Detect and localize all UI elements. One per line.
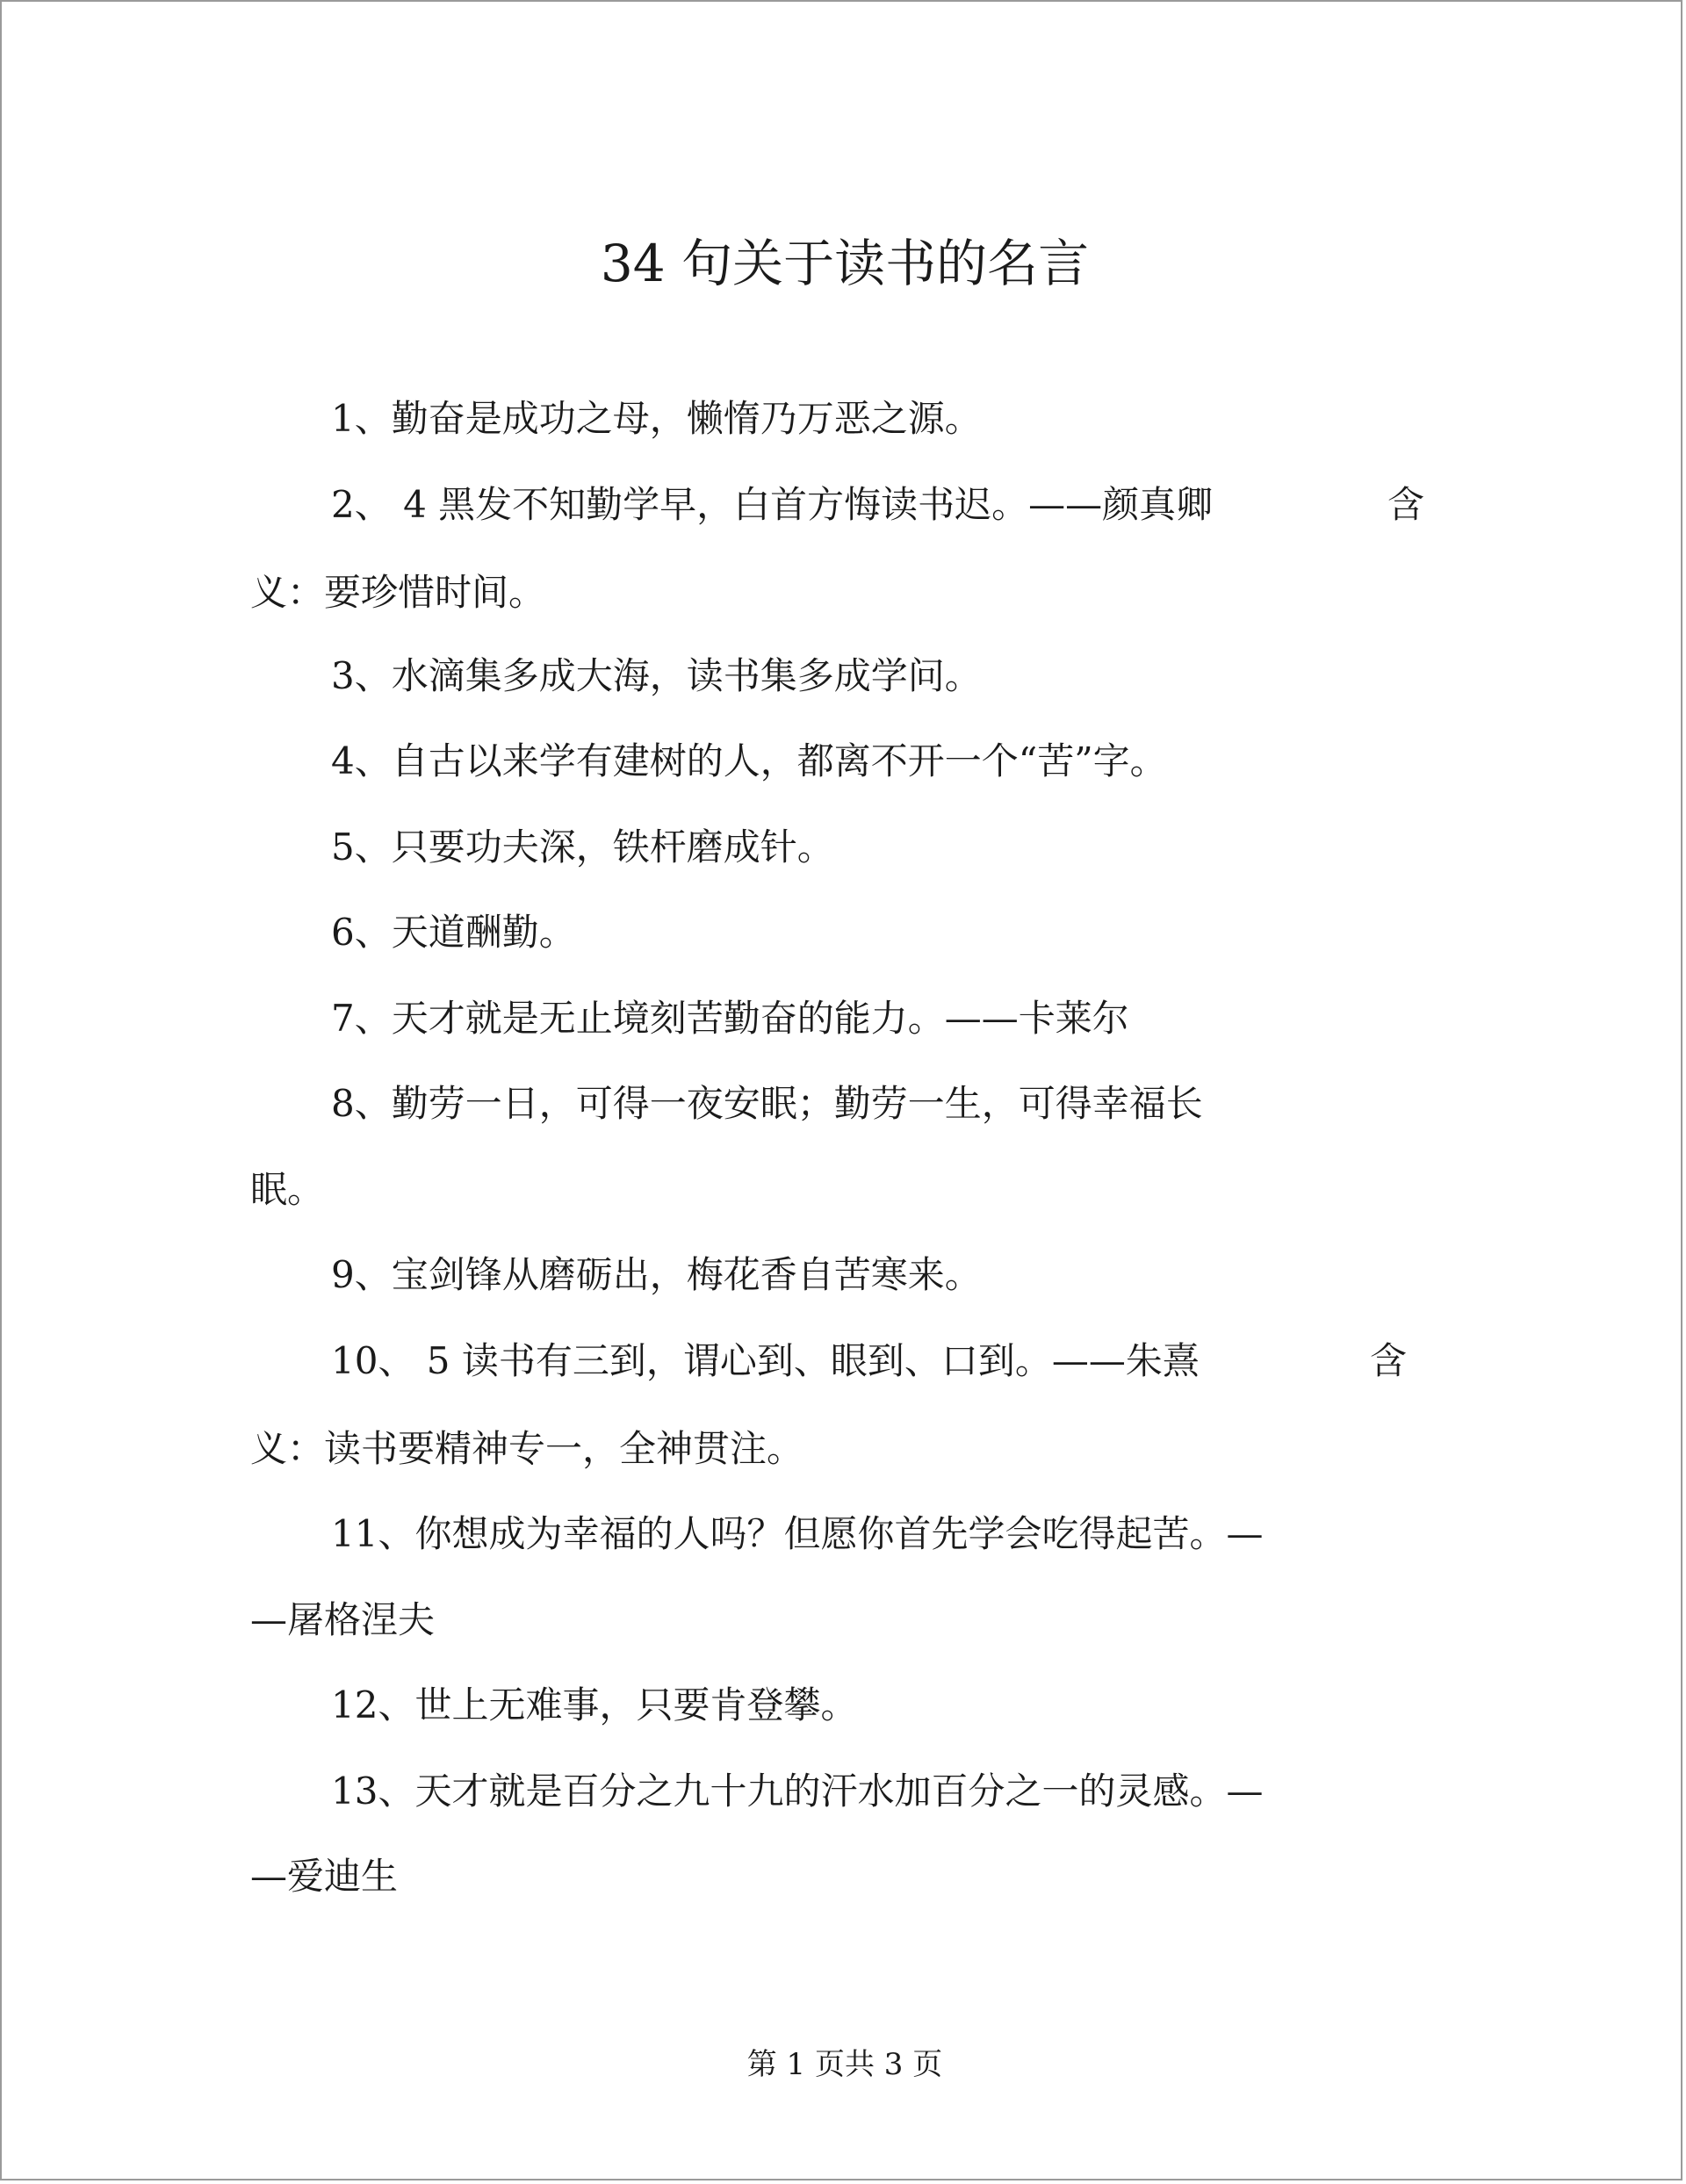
quote-line-6: 6、天道酬勤。 [331,911,576,954]
quote-line-10: 10、 5 读书有三到，谓心到、眼到、口到。——朱熹 [331,1339,1200,1382]
quote-line-2-tail: 含 [1387,483,1425,526]
page-footer: 第 1 页共 3 页 [746,2047,943,2082]
quote-line-8-cont: 眠。 [250,1168,325,1211]
quote-line-3: 3、水滴集多成大海，读书集多成学问。 [331,654,982,697]
quote-line-7: 7、天才就是无止境刻苦勤奋的能力。——卡莱尔 [331,997,1129,1040]
quote-line-9: 9、宝剑锋从磨砺出，梅花香自苦寒来。 [331,1253,982,1296]
quote-line-13-cont: —爱迪生 [250,1855,399,1898]
quote-line-13: 13、天才就是百分之九十九的汗水加百分之一的灵感。— [331,1770,1264,1813]
document-title: 34 句关于读书的名言 [600,234,1090,293]
quote-line-1: 1、勤奋是成功之母，懒惰乃万恶之源。 [331,397,982,440]
quote-line-11-cont: —屠格涅夫 [250,1598,436,1641]
quote-line-10-cont: 义：读书要精神专一，全神贯注。 [250,1427,804,1470]
quote-line-10-tail: 含 [1370,1339,1408,1382]
quote-line-4: 4、自古以来学有建树的人，都离不开一个“苦”字。 [331,739,1167,782]
quote-line-11: 11、你想成为幸福的人吗？但愿你首先学会吃得起苦。— [331,1512,1264,1555]
quote-line-2: 2、 4 黑发不知勤学早，白首方悔读书迟。——颜真卿 [331,483,1214,526]
quote-line-5: 5、只要功夫深，铁杆磨成针。 [331,825,834,869]
quote-line-8: 8、勤劳一日，可得一夜安眠；勤劳一生，可得幸福长 [331,1082,1203,1125]
quote-line-2-cont: 义：要珍惜时间。 [250,571,546,614]
quote-line-12: 12、世上无难事，只要肯登攀。 [331,1683,858,1726]
